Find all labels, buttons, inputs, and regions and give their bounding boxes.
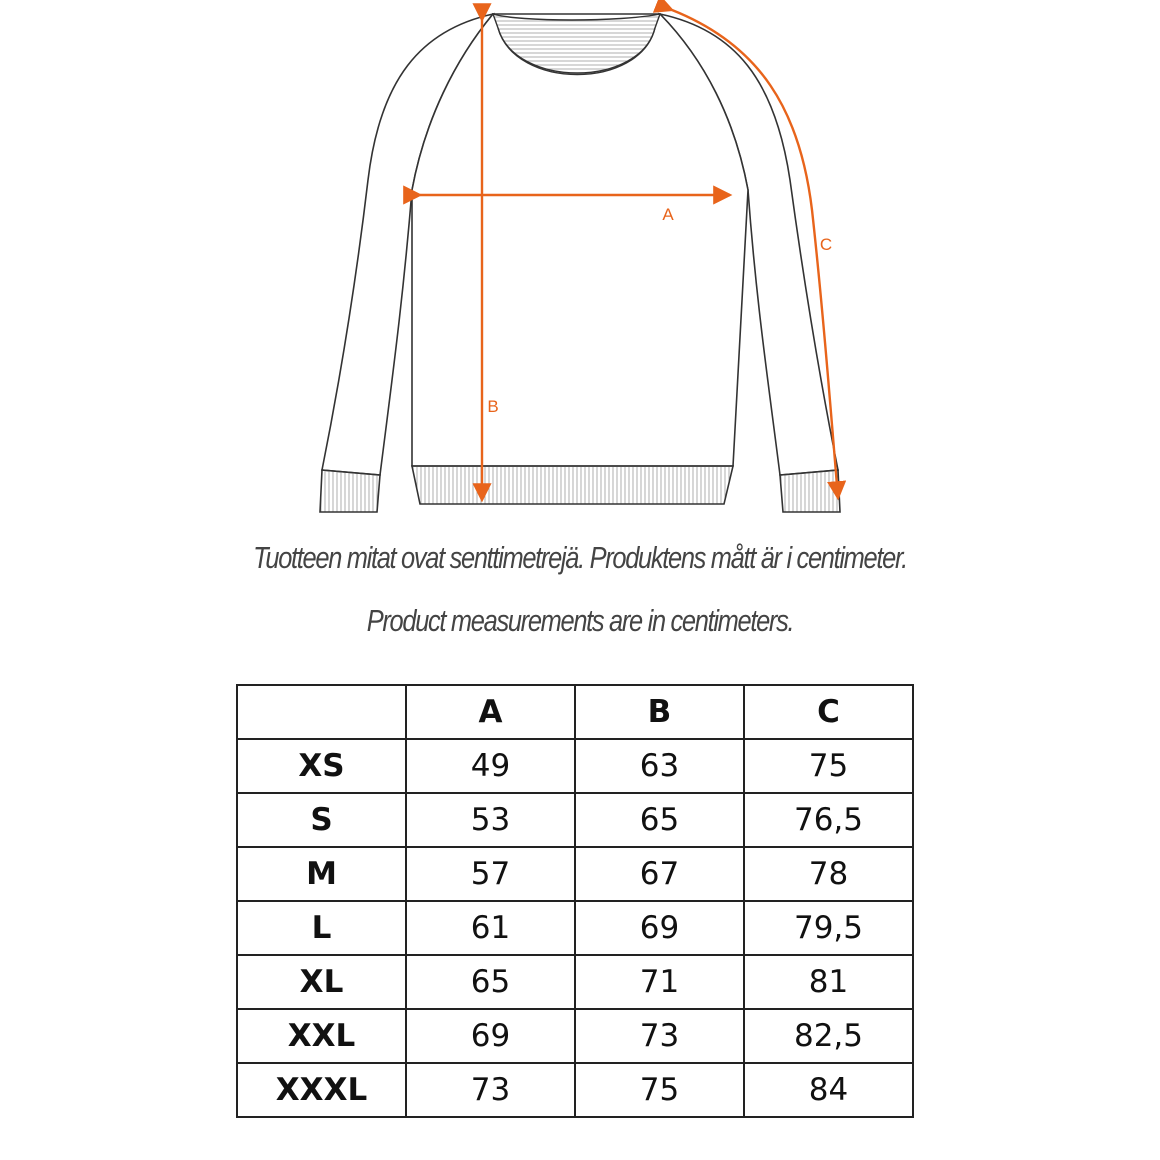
hem-rib xyxy=(412,466,733,504)
table-row xyxy=(237,739,913,793)
sweater-diagram xyxy=(0,0,1160,530)
value-cell-c: 78 xyxy=(744,847,913,901)
size-cell: M xyxy=(237,847,406,901)
value-cell-b: 63 xyxy=(575,739,744,793)
label-a: A xyxy=(662,205,674,224)
table-row xyxy=(237,955,913,1009)
value-cell-b: 73 xyxy=(575,1009,744,1063)
measurement-note-fi-sv: Tuotteen mitat ovat senttimetrejä. Produktens mått är i centimeter. xyxy=(253,540,907,575)
value-cell-b: 65 xyxy=(575,793,744,847)
table-header-row xyxy=(237,685,913,739)
table-row xyxy=(237,1009,913,1063)
value-cell-c: 76,5 xyxy=(744,793,913,847)
value-cell-b: 75 xyxy=(575,1063,744,1117)
value-cell-a: 49 xyxy=(406,739,575,793)
value-cell-c: 82,5 xyxy=(744,1009,913,1063)
left-cuff xyxy=(320,470,380,512)
right-cuff xyxy=(780,470,840,512)
value-cell-a: 57 xyxy=(406,847,575,901)
table-row xyxy=(237,793,913,847)
sweater-outline xyxy=(322,14,838,475)
value-cell-b: 67 xyxy=(575,847,744,901)
size-cell: XL xyxy=(237,955,406,1009)
value-cell-a: 73 xyxy=(406,1063,575,1117)
value-cell-a: 65 xyxy=(406,955,575,1009)
size-cell: XXL xyxy=(237,1009,406,1063)
table-row xyxy=(237,847,913,901)
size-cell: L xyxy=(237,901,406,955)
table-row xyxy=(237,1063,913,1117)
size-cell: XS xyxy=(237,739,406,793)
value-cell-b: 69 xyxy=(575,901,744,955)
header-cell-c: C xyxy=(744,685,913,739)
value-cell-a: 53 xyxy=(406,793,575,847)
label-b: B xyxy=(487,397,499,416)
value-cell-c: 79,5 xyxy=(744,901,913,955)
header-cell-empty xyxy=(237,685,406,739)
size-cell: XXXL xyxy=(237,1063,406,1117)
table-row xyxy=(237,901,913,955)
size-table xyxy=(236,684,914,1118)
header-cell-b: B xyxy=(575,685,744,739)
label-c: C xyxy=(819,235,833,254)
measurement-note-en: Product measurements are in centimeters. xyxy=(366,603,794,638)
value-cell-c: 81 xyxy=(744,955,913,1009)
value-cell-c: 84 xyxy=(744,1063,913,1117)
sweater-body xyxy=(412,14,748,466)
value-cell-b: 71 xyxy=(575,955,744,1009)
value-cell-c: 75 xyxy=(744,739,913,793)
header-cell-a: A xyxy=(406,685,575,739)
size-cell: S xyxy=(237,793,406,847)
value-cell-a: 69 xyxy=(406,1009,575,1063)
value-cell-a: 61 xyxy=(406,901,575,955)
